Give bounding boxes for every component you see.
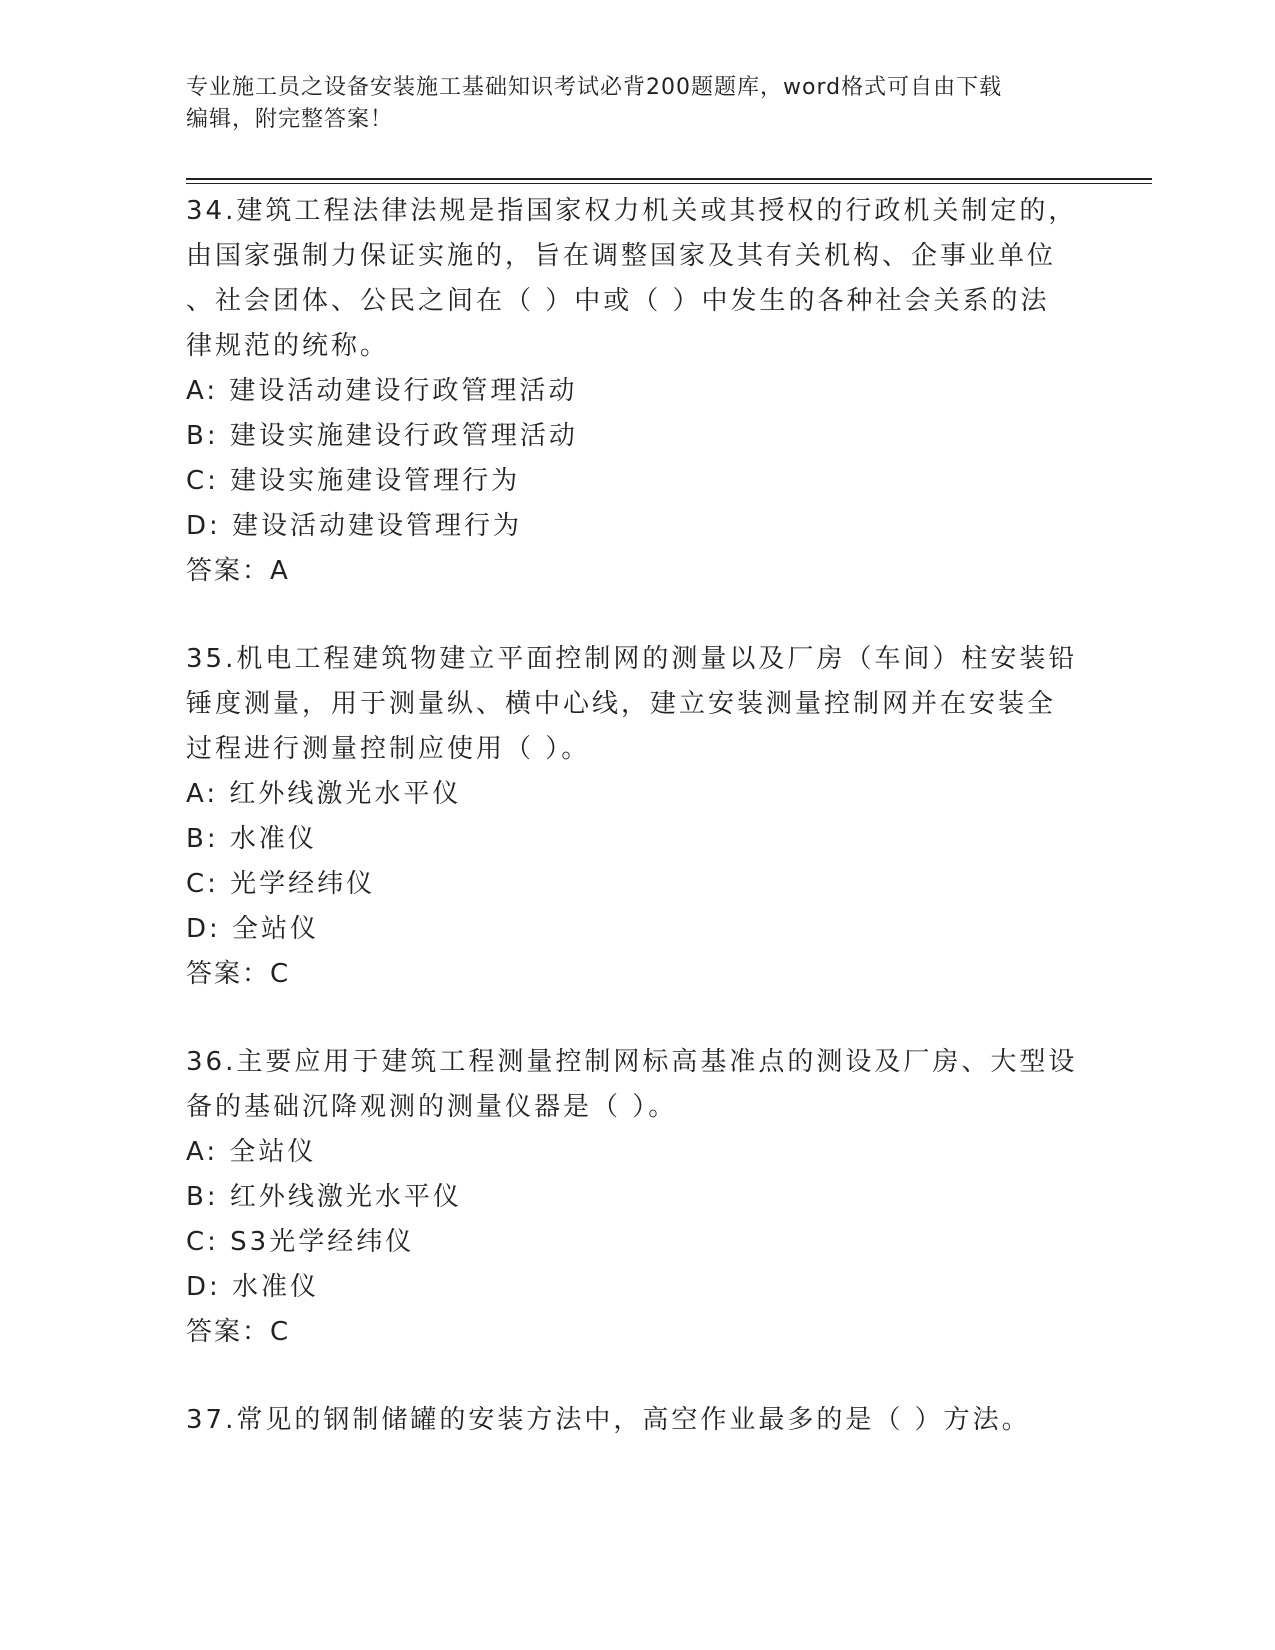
option-a: A: 全站仪 <box>186 1137 317 1167</box>
option-a: A: 建设活动建设行政管理活动 <box>186 376 578 406</box>
question-34 <box>186 189 1086 594</box>
header-line-1: 专业施工员之设备安装施工基础知识考试必背200题题库，word格式可自由下载 <box>186 75 1003 100</box>
question-stem-line: 35.机电工程建筑物建立平面控制网的测量以及厂房（车间）柱安装铅 <box>186 644 1078 674</box>
option-c: C: 建设实施建设管理行为 <box>186 466 521 496</box>
page-header <box>186 72 1066 136</box>
answer-line: 答案：C <box>186 1317 291 1347</box>
option-d: D: 水准仪 <box>186 1272 320 1302</box>
option-c: C: S3光学经纬仪 <box>186 1227 415 1257</box>
question-stem-line: 锤度测量，用于测量纵、横中心线，建立安装测量控制网并在安装全 <box>186 689 1057 719</box>
question-37 <box>186 1398 1086 1443</box>
option-d: D: 建设活动建设管理行为 <box>186 511 523 541</box>
question-stem-line: 由国家强制力保证实施的，旨在调整国家及其有关机构、企事业单位 <box>186 241 1057 271</box>
question-stem-line: 备的基础沉降观测的测量仪器是（ ）。 <box>186 1092 678 1122</box>
answer-line: 答案：A <box>186 556 290 586</box>
option-b: B: 水准仪 <box>186 824 317 854</box>
option-b: B: 建设实施建设行政管理活动 <box>186 421 578 451</box>
question-stem-line: 34.建筑工程法律法规是指国家权力机关或其授权的行政机关制定的， <box>186 196 1078 226</box>
question-36 <box>186 1040 1086 1355</box>
option-c: C: 光学经纬仪 <box>186 869 376 899</box>
question-stem-line: 、社会团体、公民之间在（ ）中或（ ）中发生的各种社会关系的法 <box>186 286 1050 316</box>
header-line-2: 编辑，附完整答案！ <box>186 107 394 132</box>
option-a: A: 红外线激光水平仪 <box>186 779 462 809</box>
question-stem-line: 37.常见的钢制储罐的安装方法中，高空作业最多的是（ ）方法。 <box>186 1405 1031 1435</box>
answer-line: 答案：C <box>186 959 291 989</box>
option-d: D: 全站仪 <box>186 914 320 944</box>
header-divider-thick <box>186 178 1152 180</box>
question-stem-line: 律规范的统称。 <box>186 331 390 361</box>
question-stem-line: 36.主要应用于建筑工程测量控制网标高基准点的测设及厂房、大型设 <box>186 1047 1078 1077</box>
header-divider-thin <box>186 183 1152 184</box>
question-list <box>186 189 1086 1486</box>
question-stem-line: 过程进行测量控制应使用（ ）。 <box>186 734 591 764</box>
option-b: B: 红外线激光水平仪 <box>186 1182 462 1212</box>
question-35 <box>186 637 1086 997</box>
